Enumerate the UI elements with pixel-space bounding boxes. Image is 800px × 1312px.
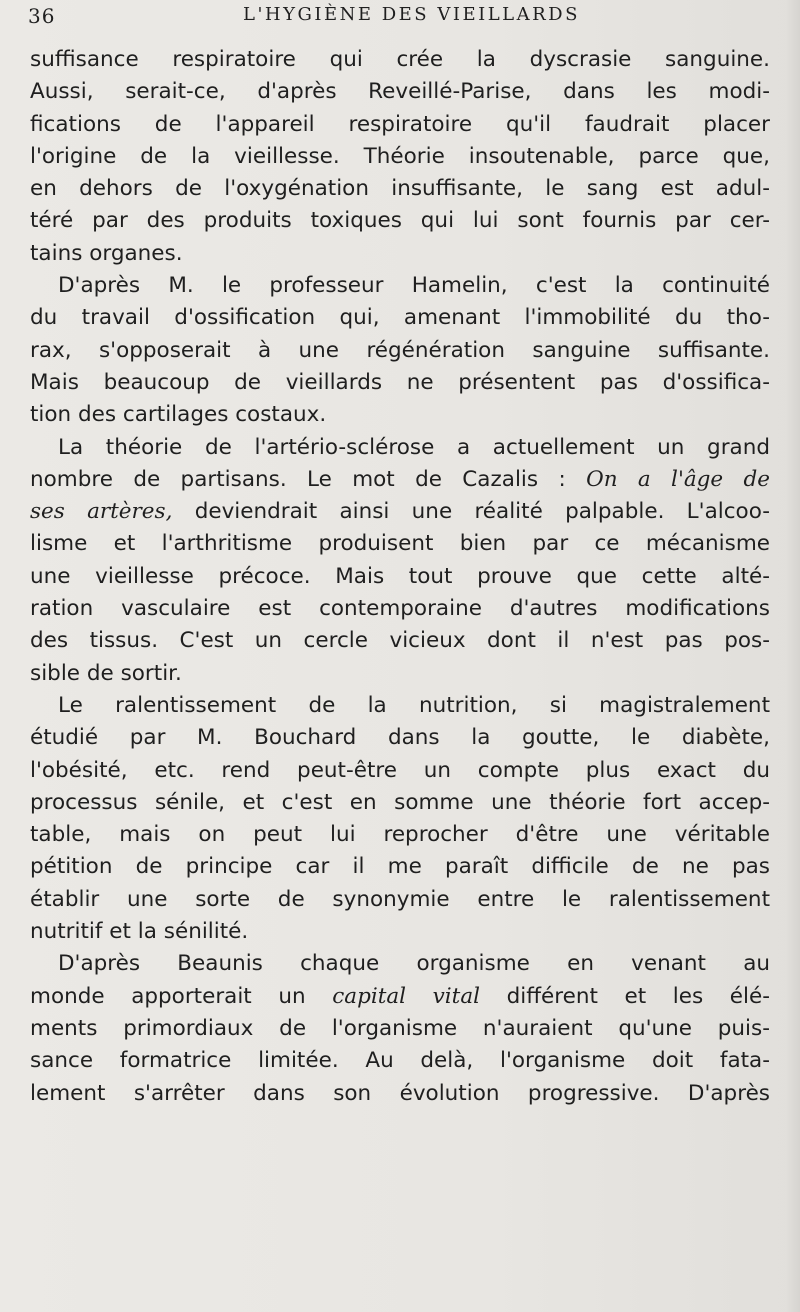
page-edge-shadow [786, 0, 800, 1312]
text-run: deviendrait ainsi une réalité palpable. L'alcoo- [194, 499, 770, 525]
text-line: rax, s'opposerait à une régénération sanguine suffisante. [30, 337, 770, 363]
text-run: monde apporterait un [30, 983, 306, 1009]
body-text [30, 44, 770, 1110]
italic-quote: On a l'âge de [586, 466, 770, 492]
text-line: Mais beaucoup de vieillards ne présentent pas d'ossifica- [30, 369, 770, 395]
running-title: L'HYGIÈNE DES VIEILLARDS [243, 4, 580, 25]
text-line: établir une sorte de synonymie entre le ralentissement [30, 886, 770, 912]
text-line: en dehors de l'oxygénation insuffisante, le sang est adul- [30, 176, 770, 202]
paragraph-start-line: Le ralentissement de la nutrition, si magistralement [58, 692, 770, 718]
text-line: sance formatrice limitée. Au delà, l'organisme doit fata- [30, 1048, 770, 1074]
text-line: téré par des produits toxiques qui lui sont fournis par cer- [30, 208, 770, 234]
text-line: une vieillesse précoce. Mais tout prouve que cette alté- [30, 563, 770, 589]
text-line: lement s'arrêter dans son évolution progressive. D'après [30, 1080, 770, 1106]
text-line: des tissus. C'est un cercle vicieux dont il n'est pas pos- [30, 628, 770, 654]
text-line: lisme et l'arthritisme produisent bien par ce mécanisme [30, 531, 770, 557]
text-line: l'origine de la vieillesse. Théorie insoutenable, parce que, [30, 143, 770, 169]
text-line-with-italic [30, 464, 770, 496]
italic-quote: ses artères, [30, 499, 173, 525]
text-line: du travail d'ossification qui, amenant l'immobilité du tho- [30, 305, 770, 331]
page-number: 36 [28, 4, 56, 28]
text-line: processus sénile, et c'est en somme une théorie fort accep- [30, 789, 770, 815]
text-line: l'obésité, etc. rend peut-être un compte plus exact du [30, 757, 770, 783]
text-line: étudié par M. Bouchard dans la goutte, le diabète, [30, 725, 770, 751]
paragraph-start-line: D'après Beaunis chaque organisme en venant au [58, 951, 770, 977]
running-head [0, 4, 800, 30]
text-line: table, mais on peut lui reprocher d'être une véritable [30, 822, 770, 848]
text-run: différent et les élé- [506, 983, 770, 1009]
paragraph-start-line: D'après M. le professeur Hamelin, c'est la continuité [58, 273, 770, 299]
text-line: ration vasculaire est contemporaine d'autres modifications [30, 596, 770, 622]
text-line: pétition de principe car il me paraît difficile de ne pas [30, 854, 770, 880]
text-line: fications de l'appareil respiratoire qu'il faudrait placer [30, 111, 770, 137]
text-line: suffisance respiratoire qui crée la dyscrasie sanguine. [30, 47, 770, 72]
text-line: Aussi, serait-ce, d'après Reveillé-Parise, dans les modi- [30, 79, 770, 105]
text-line: tion des cartilages costaux. [30, 402, 327, 428]
text-line: sible de sortir. [30, 660, 182, 686]
text-line: nutritif et la sénilité. [30, 919, 249, 945]
text-run: nombre de partisans. Le mot de Cazalis : [30, 466, 566, 492]
italic-term: capital vital [332, 983, 481, 1009]
text-line: tains organes. [30, 240, 183, 266]
text-line-with-italic [30, 496, 770, 528]
paragraph-start-line: La théorie de l'artério-sclérose a actuellement un grand [58, 434, 770, 460]
text-line-with-italic [30, 981, 770, 1013]
text-line: ments primordiaux de l'organisme n'auraient qu'une puis- [30, 1015, 770, 1041]
